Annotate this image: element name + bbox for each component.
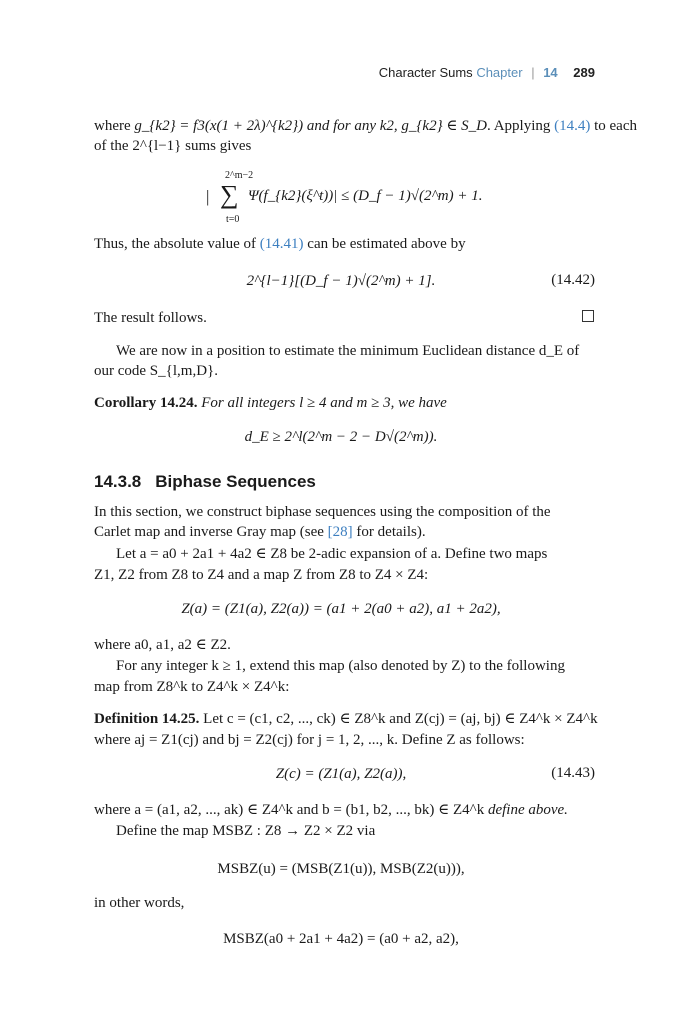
equation-msbz: MSBZ(u) = (MSB(Z1(u)), MSB(Z2(u))), bbox=[217, 861, 465, 877]
para3-line2: our code S_{l,m,D}. bbox=[94, 363, 218, 379]
corollary-text: For all integers l ≥ 4 and m ≥ 3, we have bbox=[201, 395, 447, 411]
corollary-14-24 bbox=[94, 394, 595, 412]
inline-math: g_{k2} = f3(x(1 + 2λ)^{k2}) and for any k2, g_{k2} ∈ S_D bbox=[134, 118, 488, 134]
running-header bbox=[379, 65, 595, 80]
para2 bbox=[94, 235, 595, 253]
para1-line2: of the 2^{l−1} sums gives bbox=[94, 138, 252, 154]
equation-tag-14-43: (14.43) bbox=[551, 765, 595, 781]
para4-line1: In this section, we construct biphase sequences using the composition of the bbox=[94, 504, 551, 520]
para6-line2: Define the map MSBZ : Z8 → Z2 × Z2 via bbox=[116, 823, 376, 839]
header-title: Character Sums bbox=[378, 65, 473, 80]
sum-lower-limit: t=0 bbox=[226, 214, 240, 225]
text-run: can be estimated above by bbox=[303, 236, 466, 252]
sum-body: Ψ(f_{k2}(ξ^t))| ≤ (D_f − 1)√(2^m) + 1. bbox=[248, 188, 483, 204]
text-run: Thus, the absolute value of bbox=[94, 236, 260, 252]
sum-upper-limit: 2^m−2 bbox=[225, 170, 254, 181]
para5-line1: where a0, a1, a2 ∈ Z2. bbox=[94, 637, 231, 653]
text-run: define above. bbox=[487, 802, 568, 818]
para1-line1 bbox=[94, 117, 637, 135]
page-number: 289 bbox=[573, 65, 595, 80]
equation-tag-14-42: (14.42) bbox=[551, 272, 595, 288]
equation-14-42: 2^{l−1}[(D_f − 1)√(2^m) + 1]. bbox=[246, 273, 436, 289]
definition-14-25-line1 bbox=[94, 710, 598, 728]
text-run: . Applying bbox=[487, 118, 555, 134]
equation-reference-link[interactable]: (14.41) bbox=[259, 236, 304, 252]
para4-line4: Z1, Z2 from Z8 to Z4 and a map Z from Z8 to Z4 × Z4: bbox=[94, 567, 429, 583]
para4-line2 bbox=[94, 523, 595, 541]
header-chapter-label: Chapter bbox=[476, 65, 523, 80]
header-separator: | bbox=[531, 65, 535, 80]
para4-line3: Let a = a0 + 2a1 + 4a2 ∈ Z8 be 2-adic expansion of a. Define two maps bbox=[116, 546, 548, 562]
abs-bar: | bbox=[206, 187, 210, 206]
qed-box-icon bbox=[582, 310, 594, 322]
text-run: Carlet map and inverse Gray map (see bbox=[94, 524, 328, 540]
summation-sign: ∑ bbox=[220, 180, 239, 209]
definition-label: Definition 14.25. bbox=[94, 711, 200, 727]
corollary-equation: d_E ≥ 2^l(2^m − 2 − D√(2^m)). bbox=[244, 429, 438, 445]
para3-line1: We are now in a position to estimate the minimum Euclidean distance d_E of bbox=[116, 343, 580, 359]
text-run: where bbox=[94, 118, 135, 134]
section-title: Biphase Sequences bbox=[155, 472, 316, 491]
text-run: to each bbox=[590, 118, 637, 134]
para5-line3: map from Z8^k to Z4^k × Z4^k: bbox=[94, 679, 290, 695]
in-other-words: in other words, bbox=[94, 895, 185, 911]
para5-line2: For any integer k ≥ 1, extend this map (also denoted by Z) to the following bbox=[116, 658, 565, 674]
result-follows: The result follows. bbox=[94, 310, 207, 326]
section-heading bbox=[94, 472, 316, 492]
definition-text: Let c = (c1, c2, ..., ck) ∈ Z8^k and Z(cj) = (aj, bj) ∈ Z4^k × Z4^k bbox=[203, 711, 598, 727]
corollary-label: Corollary 14.24. bbox=[94, 395, 198, 411]
section-number: 14.3.8 bbox=[94, 472, 142, 491]
citation-link[interactable]: [28] bbox=[327, 524, 353, 540]
para6-line1 bbox=[94, 801, 595, 819]
equation-14-43: Z(c) = (Z1(a), Z2(a)), bbox=[275, 766, 407, 782]
equation-reference-link[interactable]: (14.4) bbox=[554, 118, 591, 134]
equation-za: Z(a) = (Z1(a), Z2(a)) = (a1 + 2(a0 + a2), a1 + 2a2), bbox=[181, 601, 501, 617]
header-chapter-number: 14 bbox=[543, 65, 558, 80]
text-run: for details). bbox=[352, 524, 426, 540]
definition-14-25-line2: where aj = Z1(cj) and bj = Z2(cj) for j = 1, 2, ..., k. Define Z as follows: bbox=[94, 732, 525, 748]
equation-msbz-expanded: MSBZ(a0 + 2a1 + 4a2) = (a0 + a2, a2), bbox=[223, 931, 459, 947]
text-run: where a = (a1, a2, ..., ak) ∈ Z4^k and b = (b1, b2, ..., bk) ∈ Z4^k bbox=[94, 802, 488, 818]
